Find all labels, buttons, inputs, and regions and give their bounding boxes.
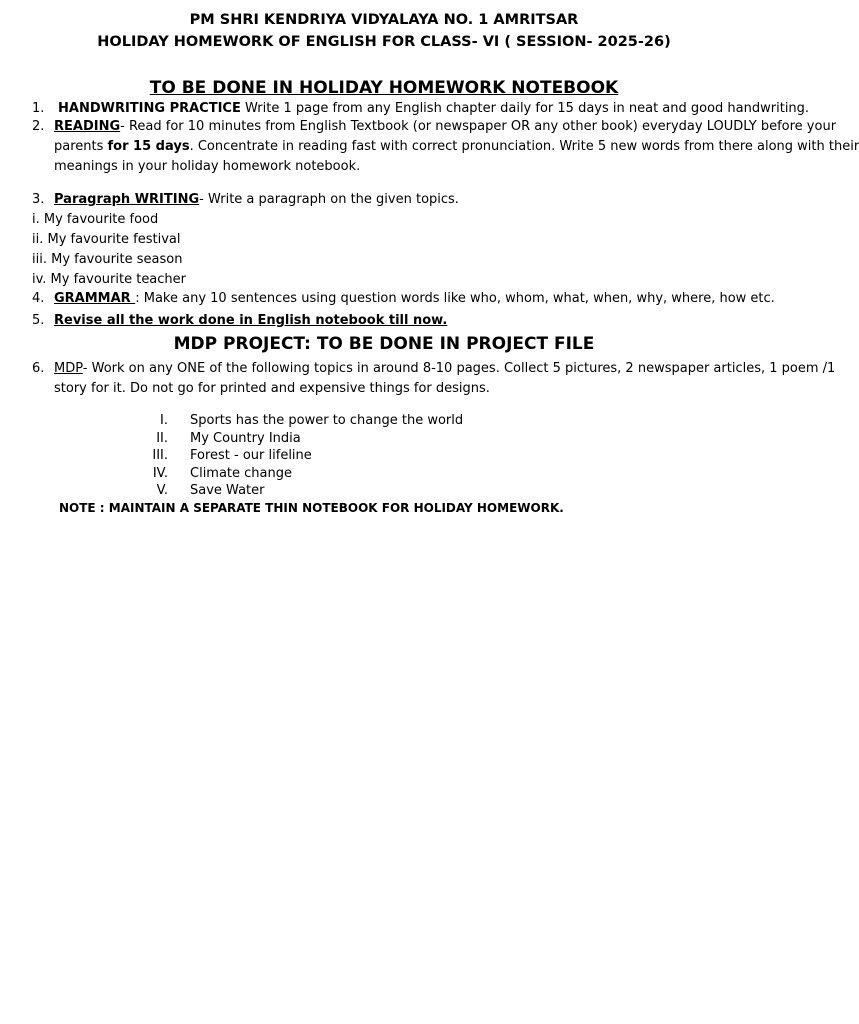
item-text: - Read for 10 minutes from English Textbook (or newspaper OR any other book) everyday LOUDLY before your bbox=[120, 119, 837, 134]
section-heading-notebook: TO BE DONE IN HOLIDAY HOMEWORK NOTEBOOK bbox=[149, 78, 619, 98]
item-number: 2. bbox=[32, 119, 45, 134]
item-label: GRAMMAR bbox=[54, 291, 136, 306]
item-label: Paragraph WRITING bbox=[54, 192, 200, 207]
item-number: 3. bbox=[32, 192, 45, 207]
item-number: 4. bbox=[32, 291, 45, 306]
item-text: Revise all the work done in English notebook till now. bbox=[54, 313, 448, 328]
item-label: HANDWRITING PRACTICE bbox=[58, 101, 241, 116]
item-number: 5. bbox=[32, 313, 45, 328]
item-reading-line2 bbox=[54, 139, 859, 154]
paragraph-topic: ii. My favourite festival bbox=[32, 232, 181, 247]
item-text: . Concentrate in reading fast with correct pronunciation. Write 5 new words from there along with their bbox=[189, 139, 859, 154]
item-label: MDP bbox=[54, 361, 83, 376]
section-heading-project: MDP PROJECT: TO BE DONE IN PROJECT FILE bbox=[173, 334, 595, 354]
item-number: 1. bbox=[32, 101, 45, 116]
document-title: HOLIDAY HOMEWORK OF ENGLISH FOR CLASS- VI ( SESSION- 2025-26) bbox=[97, 34, 671, 50]
item-reading-line3: meanings in your holiday homework notebook. bbox=[54, 159, 361, 174]
school-name: PM SHRI KENDRIYA VIDYALAYA NO. 1 AMRITSAR bbox=[189, 12, 579, 28]
item-text: - Write a paragraph on the given topics. bbox=[199, 192, 459, 207]
note: NOTE : MAINTAIN A SEPARATE THIN NOTEBOOK FOR HOLIDAY HOMEWORK. bbox=[59, 501, 564, 515]
item-text: Write 1 page from any English chapter daily for 15 days in neat and good handwriting. bbox=[240, 101, 810, 116]
item-text: parents bbox=[54, 139, 108, 154]
item-text: - Work on any ONE of the following topics in around 8-10 pages. Collect 5 pictures, 2 newspaper articles, 1 poem /1 bbox=[82, 361, 836, 376]
topic-number: V. bbox=[156, 483, 168, 498]
topic-text: My Country India bbox=[190, 431, 301, 446]
topic-number: III. bbox=[152, 448, 168, 463]
item-emphasis: for 15 days bbox=[107, 139, 190, 154]
paragraph-topic: iii. My favourite season bbox=[32, 252, 183, 267]
topic-text: Climate change bbox=[190, 466, 293, 481]
topic-number: IV. bbox=[152, 466, 168, 481]
topic-text: Save Water bbox=[190, 483, 265, 498]
topic-number: II. bbox=[156, 431, 168, 446]
topic-number: I. bbox=[160, 413, 168, 428]
item-text: : Make any 10 sentences using question words like who, whom, what, when, why, where, how etc. bbox=[135, 291, 775, 306]
item-label: READING bbox=[54, 119, 121, 134]
item-mdp-line2: story for it. Do not go for printed and expensive things for designs. bbox=[54, 381, 490, 396]
item-number: 6. bbox=[32, 361, 45, 376]
paragraph-topic: i. My favourite food bbox=[32, 212, 159, 227]
paragraph-topic: iv. My favourite teacher bbox=[32, 272, 187, 287]
topic-text: Sports has the power to change the world bbox=[190, 413, 464, 428]
topic-text: Forest - our lifeline bbox=[190, 448, 312, 463]
